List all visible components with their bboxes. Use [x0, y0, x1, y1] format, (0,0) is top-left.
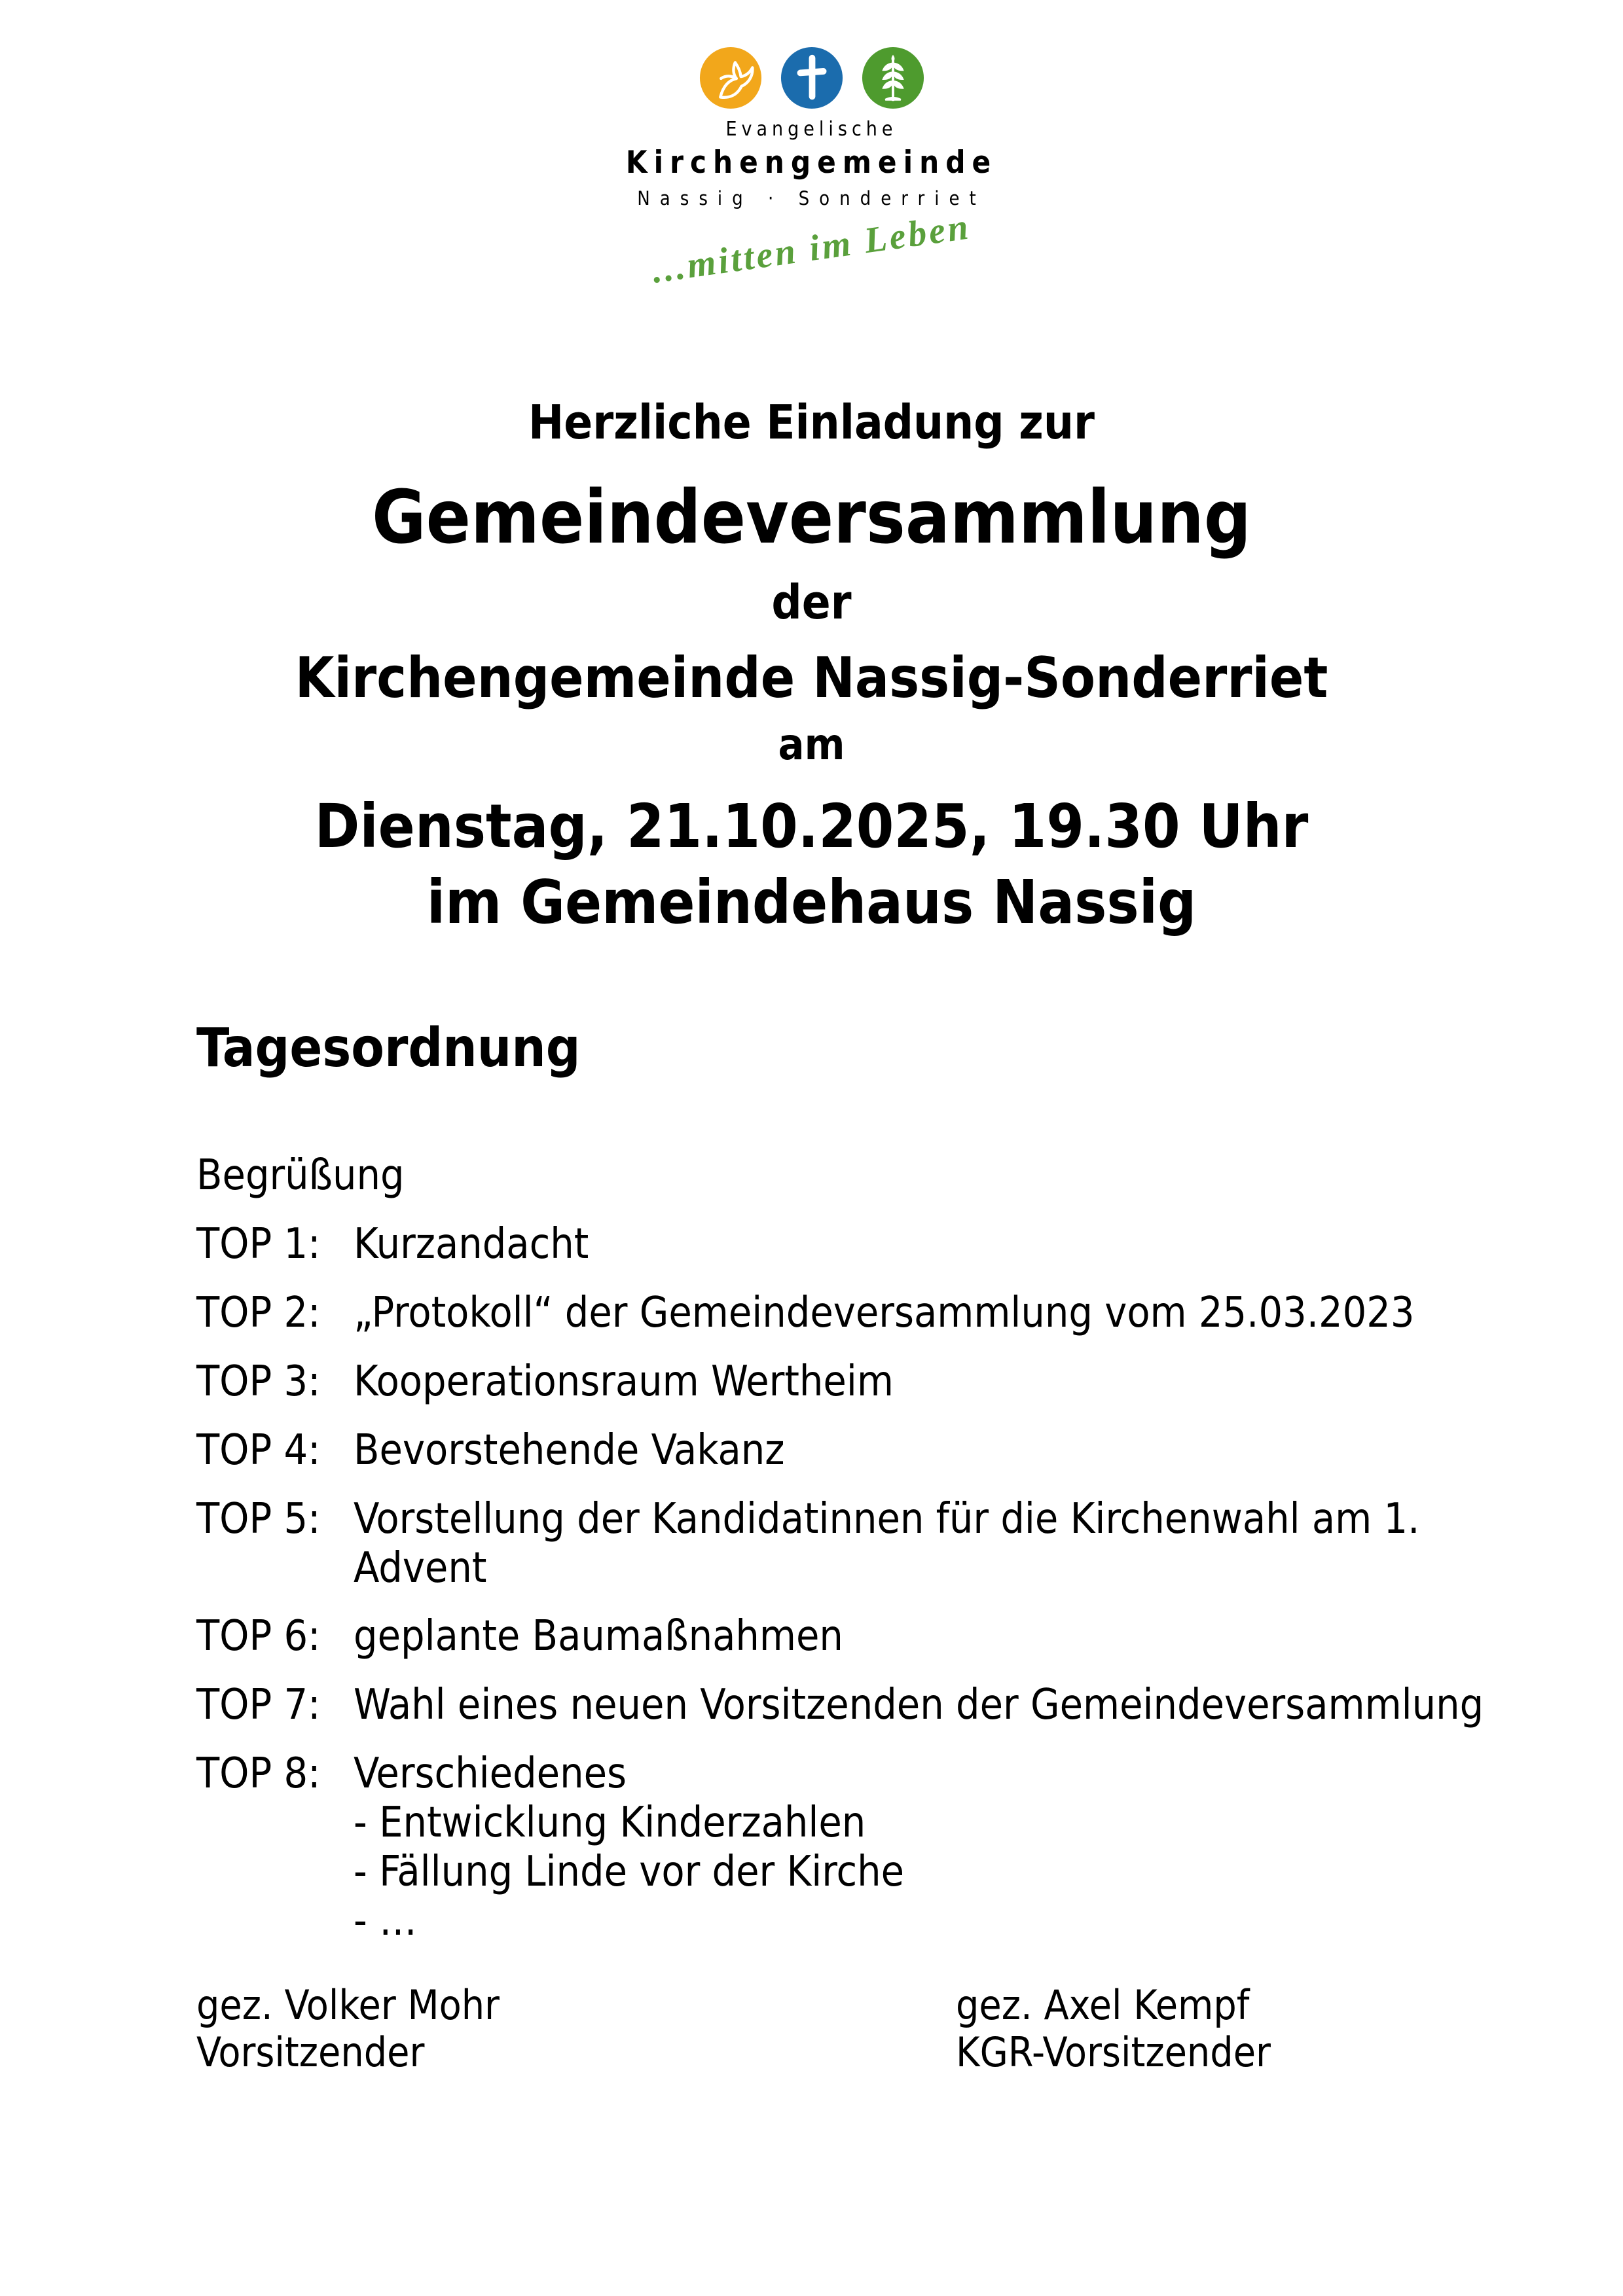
connector-der: der [771, 574, 852, 630]
agenda-item-label: TOP 3: [196, 1357, 321, 1406]
agenda-item-line: - Entwicklung Kinderzahlen [354, 1799, 866, 1848]
agenda-item-label: TOP 5: [196, 1494, 321, 1543]
agenda-item-line: - Fällung Linde vor der Kirche [354, 1847, 905, 1896]
agenda-item-line: - … [354, 1896, 417, 1945]
agenda-item-line: „Protokoll“ der Gemeindeversammlung vom 25.03.2023 [354, 1289, 1415, 1338]
agenda-item-label: TOP 2: [196, 1289, 321, 1338]
agenda-item [196, 1220, 1427, 1269]
agenda-item-body [354, 1681, 1484, 1730]
agenda-item [196, 1495, 1427, 1593]
agenda-item-line: Advent [354, 1543, 487, 1592]
agenda-item-line: Bevorstehende Vakanz [354, 1426, 785, 1475]
agenda-item [196, 1749, 1427, 1946]
agenda-item-body [354, 1289, 1427, 1338]
church-logo [196, 0, 1427, 291]
cross-icon [780, 46, 844, 110]
agenda-item [196, 1681, 1484, 1730]
agenda-item [196, 1357, 1427, 1407]
agenda-item [196, 1289, 1427, 1338]
logo-org-line3: Nassig · Sonderriet [637, 187, 986, 209]
agenda-item [196, 1612, 1427, 1661]
wheat-icon [861, 46, 925, 110]
parish-name: Kirchengemeinde Nassig-Sonderriet [295, 645, 1328, 711]
agenda-item-body [354, 1749, 1427, 1946]
logo-org-line1: Evangelische [725, 118, 898, 141]
agenda-item-label: TOP 6: [196, 1612, 321, 1661]
event-title: Gemeindeversammlung [371, 475, 1251, 561]
agenda-item-line: Verschiedenes [354, 1749, 627, 1799]
agenda-item-label: TOP 8: [196, 1749, 321, 1799]
agenda-title: Tagesordnung [196, 1017, 581, 1080]
invite-line: Herzliche Einladung zur [528, 395, 1095, 450]
logo-org-line2: Kirchengemeinde [625, 145, 998, 181]
signature-right-name: gez. Axel Kempf [956, 1981, 1250, 2029]
agenda-item-line: geplante Baumaßnahmen [354, 1612, 843, 1661]
dove-icon [699, 46, 763, 110]
logo-circles [196, 46, 1427, 110]
event-date: Dienstag, 21.10.2025, 19.30 Uhr [314, 791, 1309, 861]
agenda-item-body [354, 1426, 1427, 1475]
agenda-item-label: TOP 1: [196, 1220, 321, 1269]
agenda-item-line: Kooperationsraum Wertheim [354, 1357, 894, 1406]
signature-right [956, 1982, 1271, 2076]
signature-block [196, 1982, 1427, 2076]
agenda-item-label: TOP 7: [196, 1681, 321, 1730]
agenda-item-line: Vorstellung der Kandidatinnen für die Kirchenwahl am 1. [354, 1494, 1420, 1543]
agenda-item [196, 1426, 1427, 1475]
agenda-item-label: TOP 4: [196, 1426, 321, 1475]
agenda-list [196, 1220, 1484, 1946]
event-location: im Gemeindehaus Nassig [426, 867, 1197, 937]
agenda-item-line: Kurzandacht [354, 1220, 589, 1269]
signature-right-role: KGR-Vorsitzender [956, 2028, 1271, 2076]
agenda-intro: Begrüßung [196, 1151, 405, 1200]
agenda-item-body [354, 1612, 1427, 1661]
logo-slogan: ...mitten im Leben [649, 206, 974, 291]
agenda-item-line: Wahl eines neuen Vorsitzenden der Gemeindeversammlung [354, 1681, 1484, 1730]
signature-left-name: gez. Volker Mohr [196, 1981, 500, 2029]
signature-left-role: Vorsitzender [196, 2028, 425, 2076]
agenda-item-body [354, 1495, 1427, 1593]
agenda-item-body [354, 1357, 1427, 1407]
signature-left [196, 1982, 956, 2076]
connector-am: am [778, 719, 845, 770]
agenda-item-body [354, 1220, 1427, 1269]
